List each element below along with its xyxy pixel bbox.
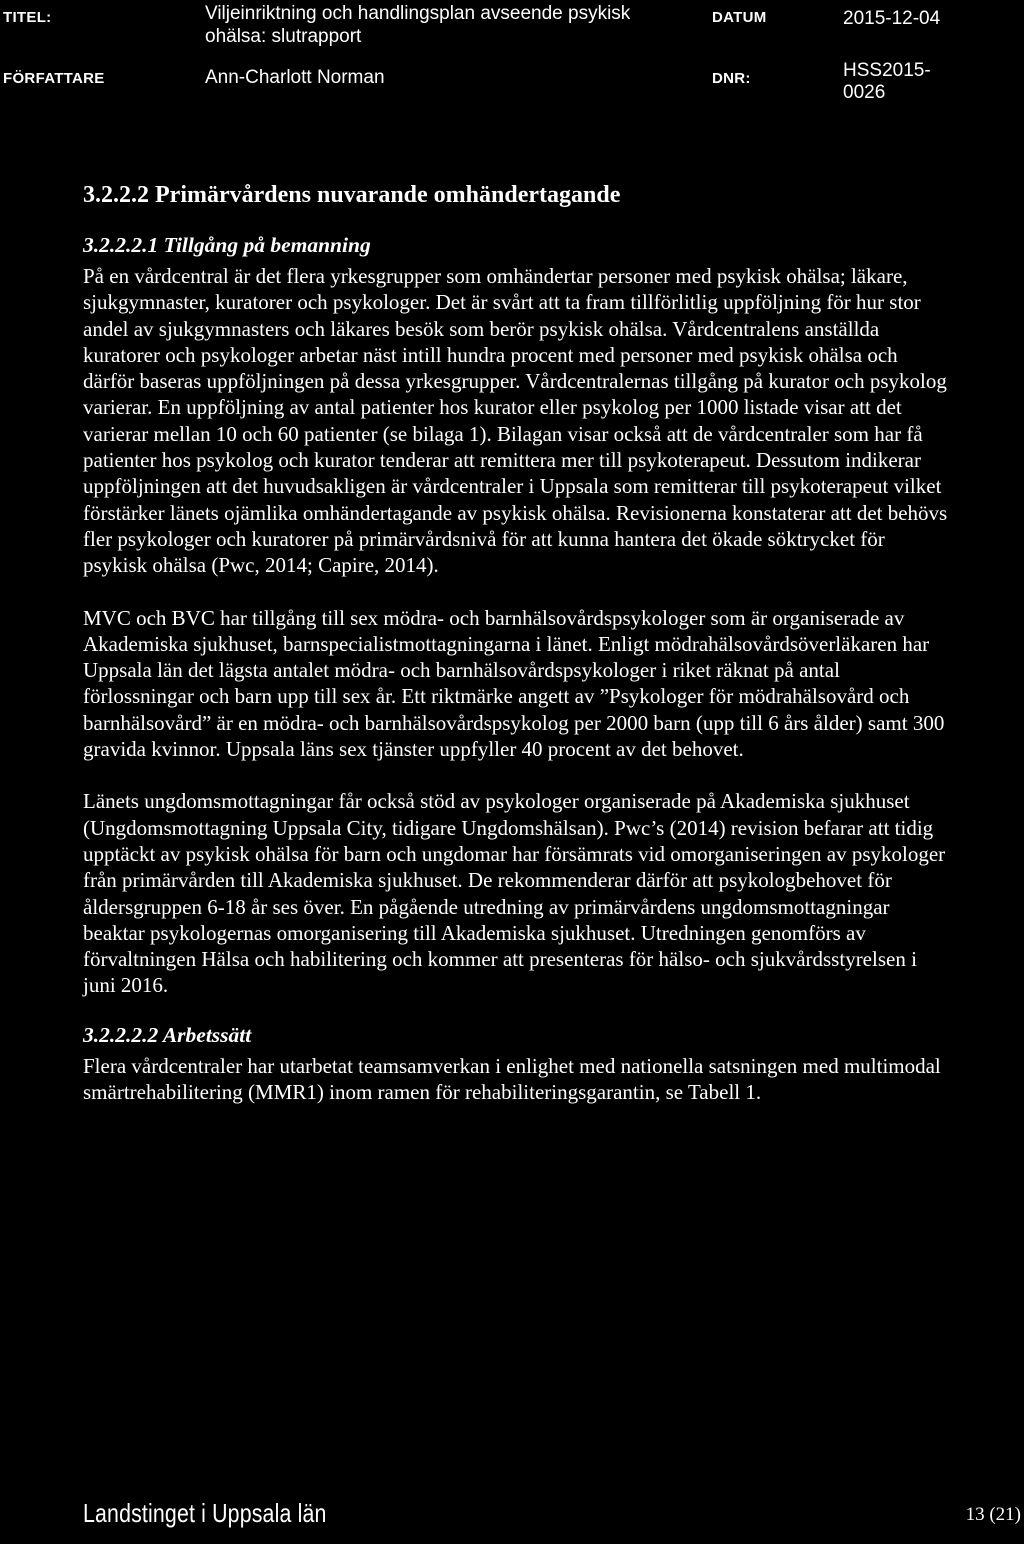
dnr-value-line2: 0026 xyxy=(843,82,886,103)
document-title-line1: Viljeinriktning och handlingsplan avseende psykisk xyxy=(205,3,631,24)
date-label: DATUM xyxy=(712,9,767,26)
document-title-line2: ohälsa: slutrapport xyxy=(205,26,362,47)
title-label: TITEL: xyxy=(3,9,52,26)
paragraph-staffing-1: På en vårdcentral är det flera yrkesgrupper som omhändertar personer med psykisk ohälsa; läkare, sjukgymnaster, kuratorer och psykologer. Det är svårt att ta fram tillförlitlig uppföljning för hur stor andel av sjukgymnasters och läkares besök som berör psykisk ohälsa. Vårdcentralens anställda kuratorer och psykologer arbetar näst intill hundra procent med personer med psykisk ohälsa och därför baseras uppföljningen på dessa yrkesgrupper. Vårdcentralernas tillgång på kurator och psykolog varierar. En uppföljning av antal patienter hos kurator eller psykolog per 1000 listade visar att det varierar mellan 10 och 60 patienter (se bilaga 1). Bilagan visar också att de vårdcentraler som har få patienter hos psykolog och kurator tenderar att remittera mer till psykoterapeut. Dessutom indikerar uppföljningen att det huvudsakligen är vårdcentraler i Uppsala som remitterar till psykoterapeut vilket förstärker länets ojämlika omhändertagande av psykisk ohälsa. Revisionerna konstaterar att det behövs fler psykologer och kuratorer på primärvårdsnivå för att kunna hantera det ökade söktrycket för psykisk ohälsa (Pwc, 2014; Capire, 2014). xyxy=(83,264,948,578)
paragraph-staffing-3: Länets ungdomsmottagningar får också stöd av psykologer organiserade på Akademiska sjukhuset (Ungdomsmottagning Uppsala City, tidigare Ungdomshälsan). Pwc’s (2014) revision befarar att tidig upptäckt av psykisk ohälsa för barn och ungdomar har försämrats vid omorganiseringen av psykologer från primärvården till Akademiska sjukhuset. De rekommenderar därför att psykologbehovet för åldersgruppen 6-18 år ses över. En pågående utredning av primärvårdens ungdomsmottagningar beaktar psykologernas omorganisering till Akademiska sjukhuset. Utredningen genomförs av förvaltningen Hälsa och habilitering och kommer att presenteras för hälso- och sjukvårdsstyrelsen i juni 2016. xyxy=(83,789,946,998)
author-label: FÖRFATTARE xyxy=(3,70,105,87)
date-value: 2015-12-04 xyxy=(843,8,941,29)
subsection-heading-working-methods: 3.2.2.2.2 Arbetssätt xyxy=(83,1022,252,1047)
section-heading: 3.2.2.2 Primärvårdens nuvarande omhändertagande xyxy=(83,182,621,208)
dnr-label: DNR: xyxy=(712,70,751,87)
paragraph-staffing-2: MVC och BVC har tillgång till sex mödra- och barnhälsovårdspsykologer som är organiserade av Akademiska sjukhuset, barnspecialistmottagningarna i länet. Enligt mödrahälsovårdsöverläkaren har Uppsala län det lägsta antalet mödra- och barnhälsovårdspsykologer i riket räknat på antal förlossningar och barn upp till sex år. Ett riktmärke angett av ”Psykologer för mödrahälsovård och barnhälsovård” är en mödra- och barnhälsovårdspsykolog per 2000 barn (upp till 6 års ålder) samt 300 gravida kvinnor. Uppsala läns sex tjänster uppfyller 40 procent av det behovet. xyxy=(83,605,945,762)
paragraph-working-methods-1: Flera vårdcentraler har utarbetat teamsamverkan i enlighet med nationella satsningen med multimodal smärtrehabilitering (MMR1) inom ramen för rehabiliteringsgarantin, se Tabell 1. xyxy=(83,1053,941,1105)
dnr-value-line1: HSS2015- xyxy=(843,60,931,81)
footer-organization: Landstinget i Uppsala län xyxy=(83,1498,327,1528)
document-body xyxy=(83,180,953,1131)
page-number: 13 (21) xyxy=(965,1504,1021,1525)
author-value: Ann-Charlott Norman xyxy=(205,67,385,88)
subsection-heading-staffing: 3.2.2.2.1 Tillgång på bemanning xyxy=(83,233,371,257)
